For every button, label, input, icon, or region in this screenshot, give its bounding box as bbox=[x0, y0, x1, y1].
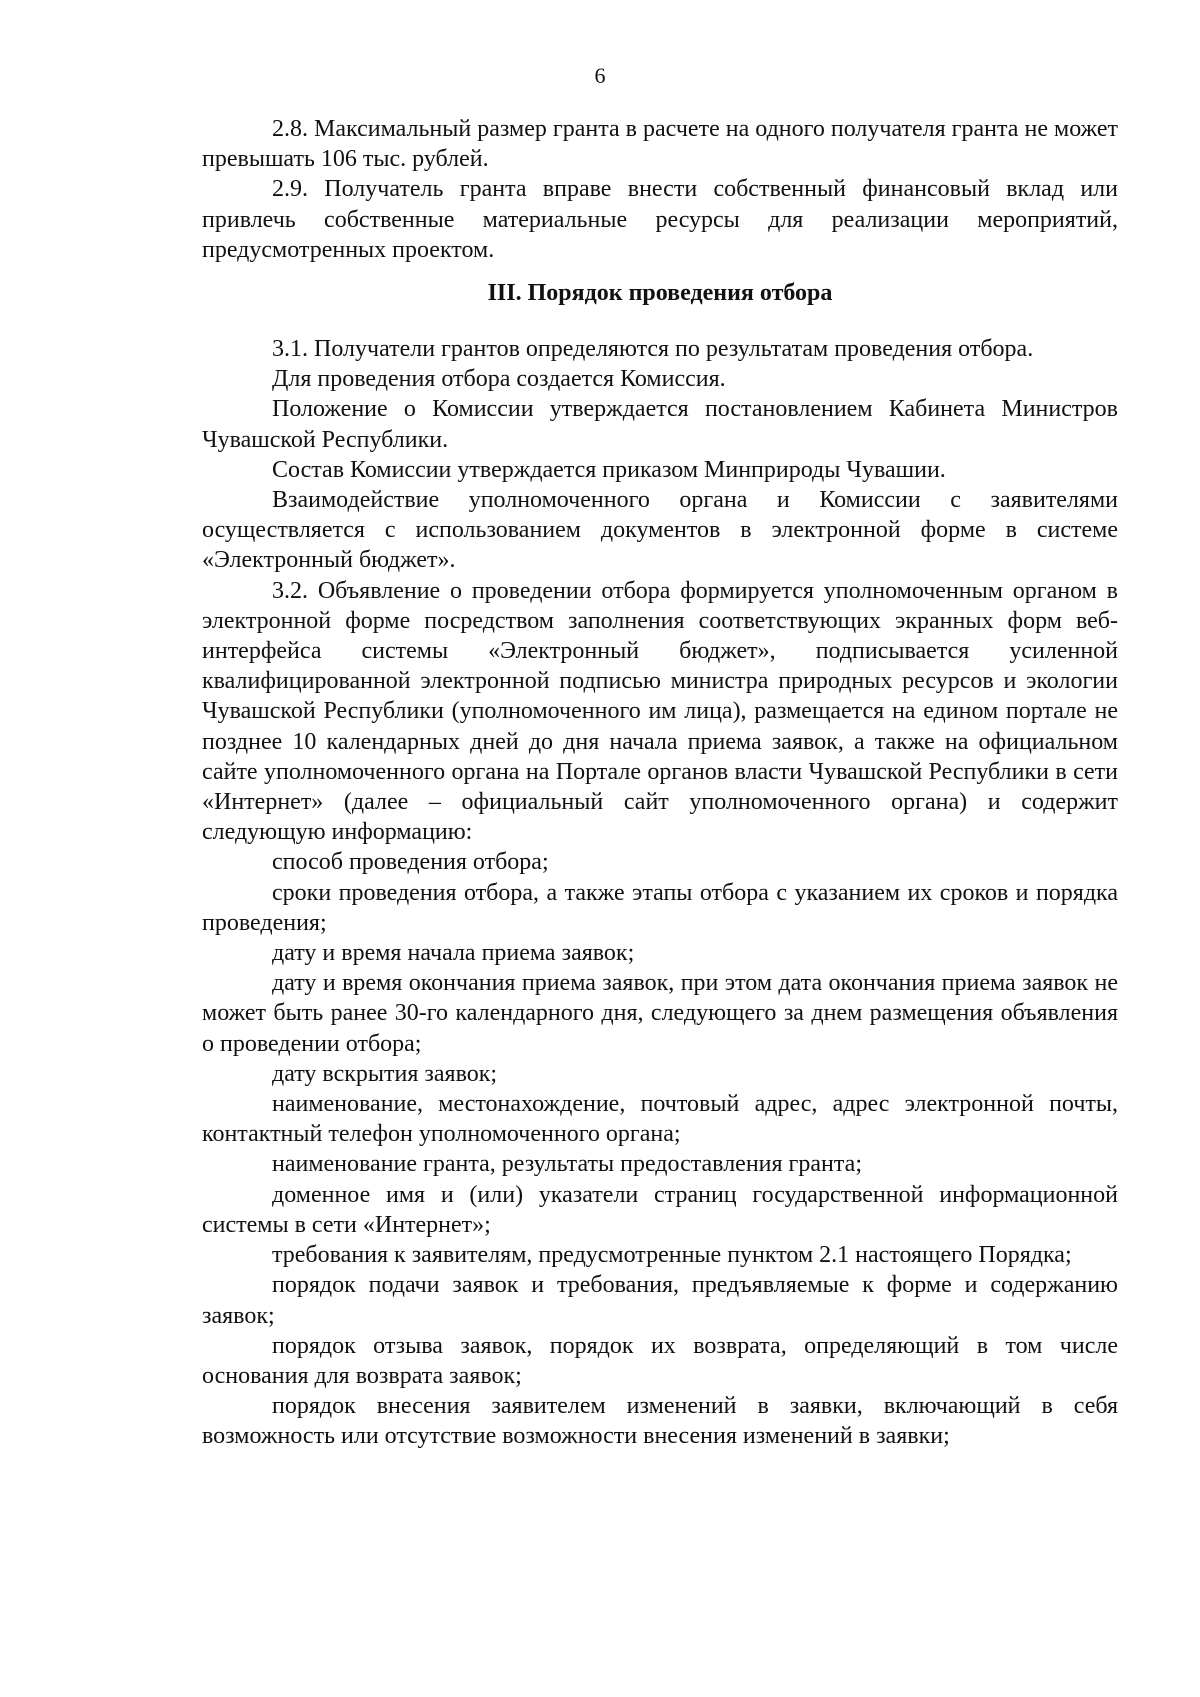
list-item: наименование, местонахождение, почтовый адрес, адрес электронной почты, контактный телефон уполномоченного органа; bbox=[202, 1091, 1118, 1148]
list-item: дату и время начала приема заявок; bbox=[272, 940, 635, 967]
paragraph: 2.9. Получатель гранта вправе внести собственный финансовый вклад или привлечь собственные материальные ресурсы для реализации мероприятий, предусмотренных проектом. bbox=[202, 176, 1118, 263]
intro-text-block bbox=[202, 114, 1118, 265]
list-item: порядок отзыва заявок, порядок их возврата, определяющий в том числе основания для возврата заявок; bbox=[202, 1332, 1118, 1389]
paragraph: Взаимодействие уполномоченного органа и Комиссии с заявителями осуществляется с использованием документов в электронной форме в системе «Электронный бюджет». bbox=[202, 487, 1118, 574]
list-item: порядок подачи заявок и требования, предъявляемые к форме и содержанию заявок; bbox=[202, 1272, 1118, 1329]
list-item: требования к заявителям, предусмотренные пунктом 2.1 настоящего Порядка; bbox=[272, 1242, 1072, 1269]
page-number: 6 bbox=[594, 63, 606, 88]
paragraph: Для проведения отбора создается Комиссия. bbox=[272, 366, 726, 393]
list-item: наименование гранта, результаты предоставления гранта; bbox=[272, 1151, 862, 1178]
list-item: доменное имя и (или) указатели страниц государственной информационной системы в сети «Интернет»; bbox=[202, 1181, 1118, 1238]
section-text-block bbox=[202, 334, 1118, 1452]
list-item: дату вскрытия заявок; bbox=[272, 1060, 498, 1087]
paragraph: 2.8. Максимальный размер гранта в расчете на одного получателя гранта не может превышать 106 тыс. рублей. bbox=[202, 116, 1118, 173]
list-item: сроки проведения отбора, а также этапы отбора с указанием их сроков и порядка проведения; bbox=[202, 879, 1118, 936]
paragraph: 3.1. Получатели грантов определяются по результатам проведения отбора. bbox=[272, 336, 1034, 362]
paragraph: Состав Комиссии утверждается приказом Минприроды Чувашии. bbox=[272, 456, 946, 483]
paragraph: 3.2. Объявление о проведении отбора формируется уполномоченным органом в электронной форме посредством заполнения соответствующих экранных форм веб-интерфейса системы «Электронный бюджет», подписывается усиленной квалифицированной электронной подписью министра природных ресурсов и экологии Чувашской Республики (уполномоченного им лица), размещается на едином портале не позднее 10 календарных дней до дня начала приема заявок, а также на официальном сайте уполномоченного органа на Портале органов власти Чувашской Республики в сети «Интернет» (далее – официальный сайт уполномоченного органа) и содержит следующую информацию: bbox=[202, 577, 1118, 846]
list-item: способ проведения отбора; bbox=[272, 849, 549, 876]
list-item: порядок внесения заявителем изменений в заявки, включающий в себя возможность или отсутствие возможности внесения изменений в заявки; bbox=[202, 1393, 1118, 1450]
paragraph: Положение о Комиссии утверждается постановлением Кабинета Министров Чувашской Республики. bbox=[202, 396, 1118, 453]
section-heading: III. Порядок проведения отбора bbox=[487, 280, 833, 306]
list-item: дату и время окончания приема заявок, при этом дата окончания приема заявок не может быть ранее 30-го календарного дня, следующего за днем размещения объявления о проведении отбора; bbox=[202, 970, 1118, 1057]
